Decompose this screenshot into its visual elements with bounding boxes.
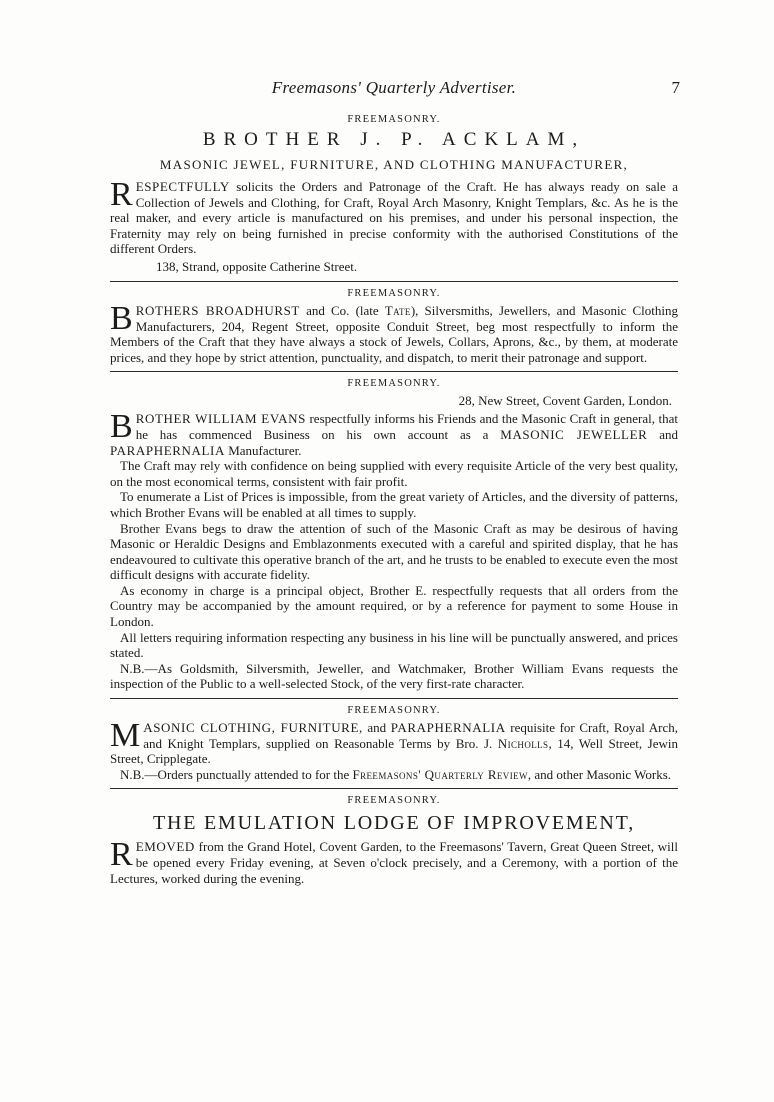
ad-body — [110, 836, 678, 886]
ad-nb — [110, 767, 678, 783]
name-nicholls: Nicholls — [497, 735, 549, 751]
name-tate: Tate — [384, 302, 411, 318]
ad-subhead: MASONIC JEWEL, FURNITURE, AND CLOTHING MANUFACTURER, — [159, 157, 629, 172]
ad-headline: THE EMULATION LODGE OF IMPROVEMENT, — [152, 812, 636, 835]
ad-address: 138, Strand, opposite Catherine Street. — [156, 258, 358, 274]
ad-text: and — [647, 426, 678, 442]
ad-text: ), Silversmiths, Jewellers, and Masonic Clothing Manufacturers, 204, Regent Street, opposite Conduit Street, beg most respectfully to inform the Members of the Craft that they have always a stock of Jewels, Collars, Aprons, &c., by them, at moderate prices, and they hope by strict attention, punctuality, and dispatch, to merit their patronage and support. — [110, 302, 678, 365]
lead-caps: ROTHER WILLIAM EVANS — [135, 411, 306, 427]
ad-body — [110, 717, 678, 767]
ad-text: and Co. (late — [299, 302, 385, 318]
ad-text: Manufacturer. — [224, 442, 302, 458]
divider-rule — [110, 788, 678, 789]
lead-caps: ROTHERS BROADHURST — [135, 302, 300, 318]
ad-paragraph: Brother Evans begs to draw the attention of such of the Masonic Craft as may be desirous of having Masonic or Heraldic Designs and Emblazonments executed with a careful and spirited display, that he has endeavoured to cultivate this operative branch of the art, and he trusts to be enabled to execute even the most difficult designs with accurate fidelity. — [110, 520, 678, 583]
ad-text: and — [362, 720, 391, 736]
divider-rule — [110, 371, 678, 372]
advert-emulation-lodge — [110, 795, 678, 886]
page-number: 7 — [671, 78, 680, 97]
advert-acklam — [110, 114, 678, 275]
rubric: FREEMASONRY. — [347, 795, 441, 807]
ad-paragraph: All letters requiring information respecting any business in his line will be punctually answered, and prices stated. — [110, 629, 678, 661]
rubric: FREEMASONRY. — [347, 114, 441, 125]
drop-cap: M — [110, 717, 141, 755]
drop-cap: B — [110, 299, 133, 337]
caps-text: MASONIC JEWELLER — [500, 426, 648, 442]
ad-text: respectfully informs his Friends and the Masonic Craft in general, that he has commenced Business on his own account as a — [135, 411, 678, 442]
ad-text: , 14, Well Street, Jewin Street, Cripplegate. — [110, 735, 678, 767]
ad-dateline: 28, New Street, Covent Garden, London. — [458, 393, 672, 409]
rubric: FREEMASONRY. — [347, 287, 441, 299]
page — [110, 78, 678, 886]
lead-caps: PARAPHERNALIA — [390, 720, 506, 736]
ad-paragraph: N.B.—As Goldsmith, Silversmith, Jeweller, and Watchmaker, Brother William Evans requests the inspection of the Public to a well-selected Stock, of the very first-rate character. — [110, 660, 678, 692]
drop-cap: R — [110, 176, 133, 213]
lead-caps: ESPECTFULLY — [135, 179, 230, 194]
advert-broadhurst — [110, 288, 678, 365]
ad-paragraph: To enumerate a List of Prices is impossible, from the great variety of Articles, and the diversity of patterns, which Brother Evans will be enabled at all times to supply. — [110, 489, 678, 520]
ad-text: , and other Masonic Works. — [527, 766, 672, 782]
caps-text: PARAPHERNALIA — [110, 442, 225, 458]
ad-headline: BROTHER J. P. ACKLAM, — [202, 129, 586, 150]
lead-caps: ASONIC CLOTHING, FURNITURE, — [143, 720, 363, 736]
lead-caps: EMOVED — [135, 839, 195, 855]
rubric: FREEMASONRY. — [347, 705, 441, 717]
ad-body — [110, 299, 678, 365]
advert-nicholls — [110, 705, 678, 782]
ad-paragraph: As economy in charge is a principal object, Brother E. respectfully requests that all orders from the Country may be accompanied by the amount required, or by a reference for payment to some House in London. — [110, 582, 678, 630]
divider-rule — [110, 281, 678, 282]
drop-cap: B — [110, 408, 133, 446]
ad-text: solicits the Orders and Patronage of the Craft. He has always ready on sale a Collection of Jewels and Clothing, for Craft, Royal Arch Masonry, Knight Templars, &c. As he is the real maker, and every article is manufactured on his premises, and under his personal inspection, the Fraternity may rely on being furnished in precise conformity with the authorised Constitutions of the different Orders. — [110, 179, 678, 257]
drop-cap: R — [110, 836, 133, 874]
ad-text: N.B.—Orders punctually attended to for the — [120, 766, 353, 782]
ad-text: from the Grand Hotel, Covent Garden, to the Freemasons' Tavern, Great Queen Street, will be opened every Friday evening, at Seven o'clock precisely, and a Ceremony, with a portion of the Lectures, worked during the evening. — [110, 839, 678, 886]
advert-evans — [110, 378, 678, 692]
rubric: FREEMASONRY. — [347, 378, 441, 390]
ad-body — [110, 176, 678, 257]
ad-text: requisite for Craft, Royal Arch, and Knight Templars, supplied on Reasonable Terms by Bro. J. — [143, 720, 678, 751]
running-title: Freemasons' Quarterly Advertiser. — [271, 78, 517, 97]
ad-paragraph: The Craft may rely with confidence on being supplied with every requisite Article of the very best quality, on the most economical terms, consistent with fair profit. — [110, 458, 678, 489]
review-title: Freemasons' Quarterly Review — [352, 766, 528, 782]
ad-body — [110, 408, 678, 458]
running-head — [110, 78, 678, 108]
divider-rule — [110, 698, 678, 699]
